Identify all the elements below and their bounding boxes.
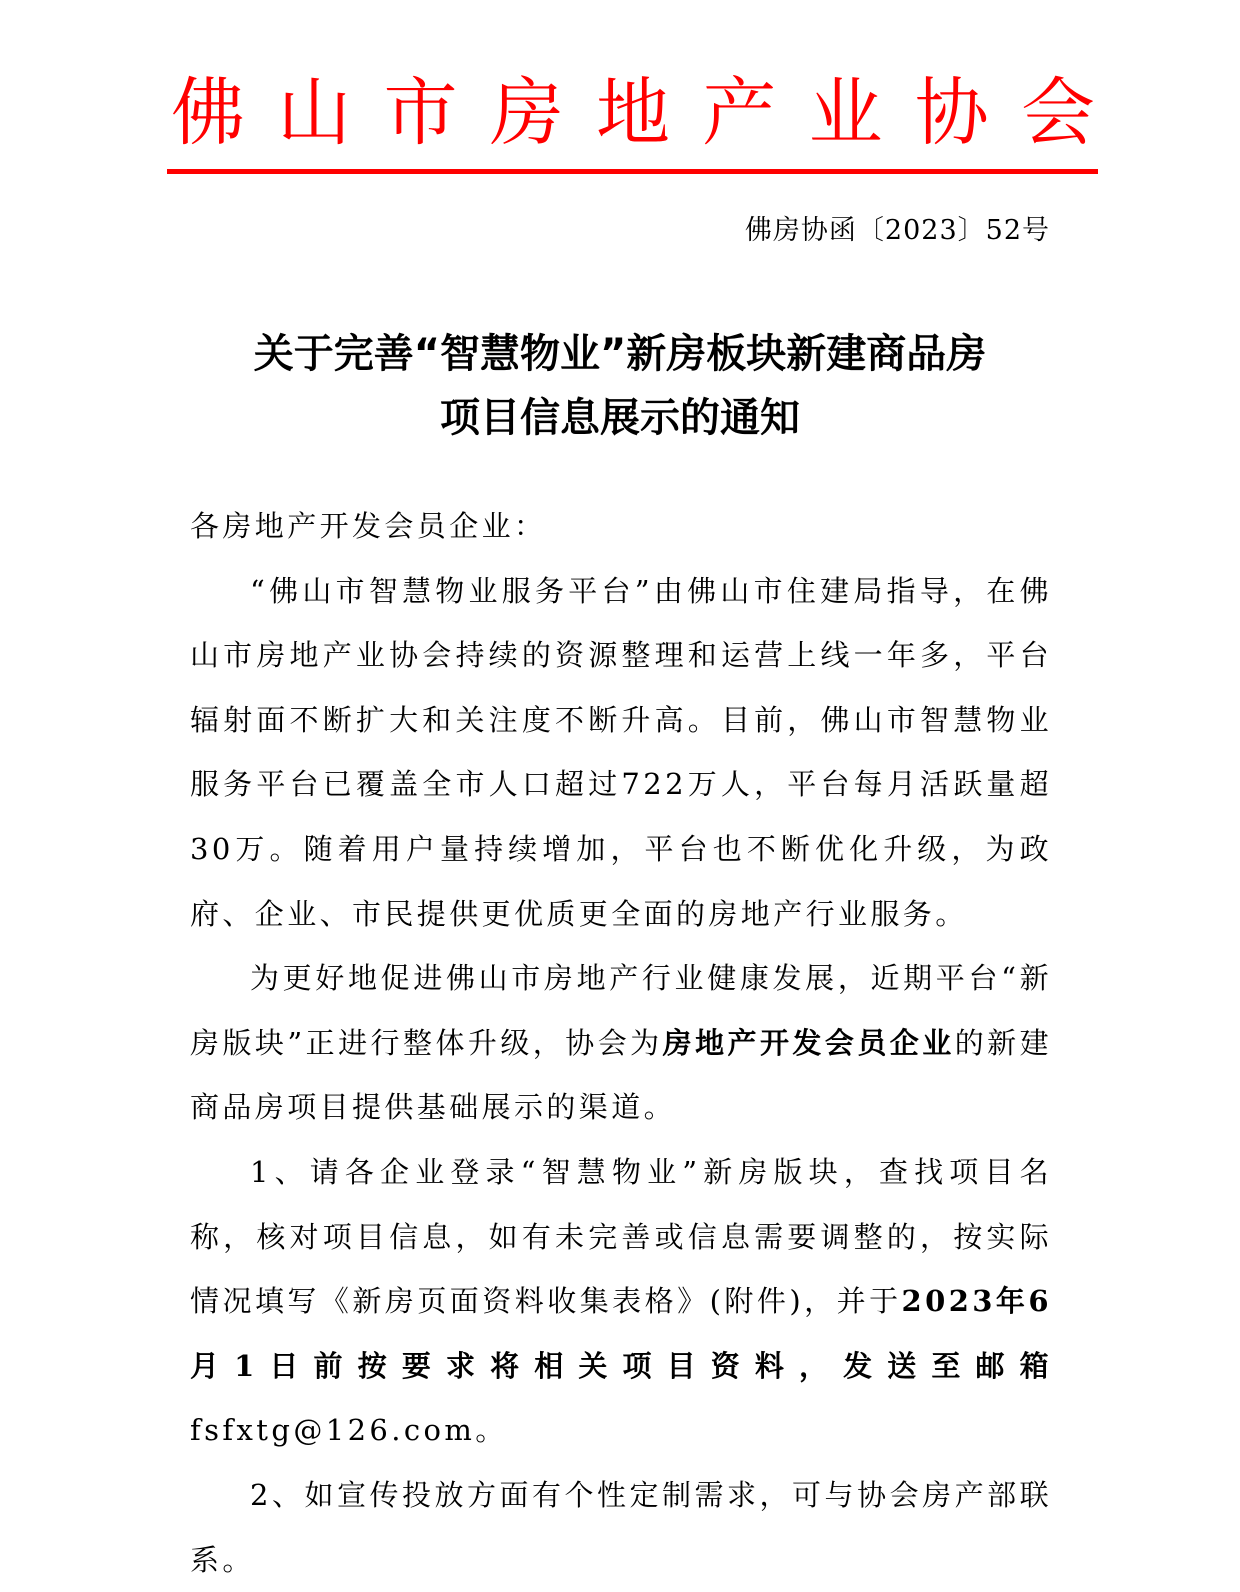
salutation: 各房地产开发会员企业： xyxy=(190,509,547,543)
paragraph-intro: “佛山市智慧物业服务平台”由佛山市住建局指导，在佛山市房地产业协会持续的资源整理和运营上线一年多，平台辐射面不断扩大和关注度不断升高。目前，佛山市智慧物业服务平台已覆盖全市人口超过722万人，平台每月活跃量超30万。随着用户量持续增加，平台也不断优化升级，为政府、企业、市民提供更优质更全面的房地产行业服务。 xyxy=(190,573,1052,931)
letterhead-char: 协 xyxy=(914,70,989,156)
text: 1、请各企业登录“智慧物业”新房版块，查找项目名称，核对项目信息，如有未完善或信息需要调整的，按实际情况填写《新房页面资料收集表格》(附件)，并于 xyxy=(190,1154,1052,1319)
letterhead-char: 山 xyxy=(277,70,352,156)
document-body xyxy=(190,494,1052,1592)
letterhead-char: 佛 xyxy=(171,70,245,156)
text: 为更好地促进佛山市房地产行业健康发展，近期平台“新房版块”正进行整体升级，协会为 xyxy=(190,961,1052,1060)
document-number: 佛房协函〔2023〕52号 xyxy=(744,215,1050,246)
letterhead-divider xyxy=(167,169,1098,174)
bold-text: 房地产开发会员企业 xyxy=(662,1025,955,1060)
title-line-2: 项目信息展示的通知 xyxy=(440,395,800,441)
deadline-text: 2023年6月1日前按要求将相关项目资料，发送至邮箱 xyxy=(190,1284,1052,1383)
item-2: 2、如宣传投放方面有个性定制需求，可与协会房产部联系。 xyxy=(190,1477,1052,1577)
letterhead-char: 产 xyxy=(702,70,777,156)
text: 。 xyxy=(475,1413,508,1448)
paragraph-upgrade xyxy=(190,946,1052,1140)
item-1 xyxy=(190,1140,1052,1463)
email-link[interactable]: fsfxtg@126.com xyxy=(190,1413,476,1448)
text: 的新建商品房项目提供基础展示的渠道。 xyxy=(190,1025,1053,1125)
letterhead-org-name xyxy=(168,62,1098,156)
letterhead-char: 业 xyxy=(808,70,883,156)
letterhead-char: 会 xyxy=(1021,70,1095,156)
title-line-1: 关于完善“智慧物业”新房板块新建商品房 xyxy=(253,331,987,377)
letterhead-char: 地 xyxy=(596,70,670,156)
letterhead-char: 房 xyxy=(489,70,564,156)
document-title xyxy=(150,322,1090,450)
letterhead-char: 市 xyxy=(383,70,458,156)
